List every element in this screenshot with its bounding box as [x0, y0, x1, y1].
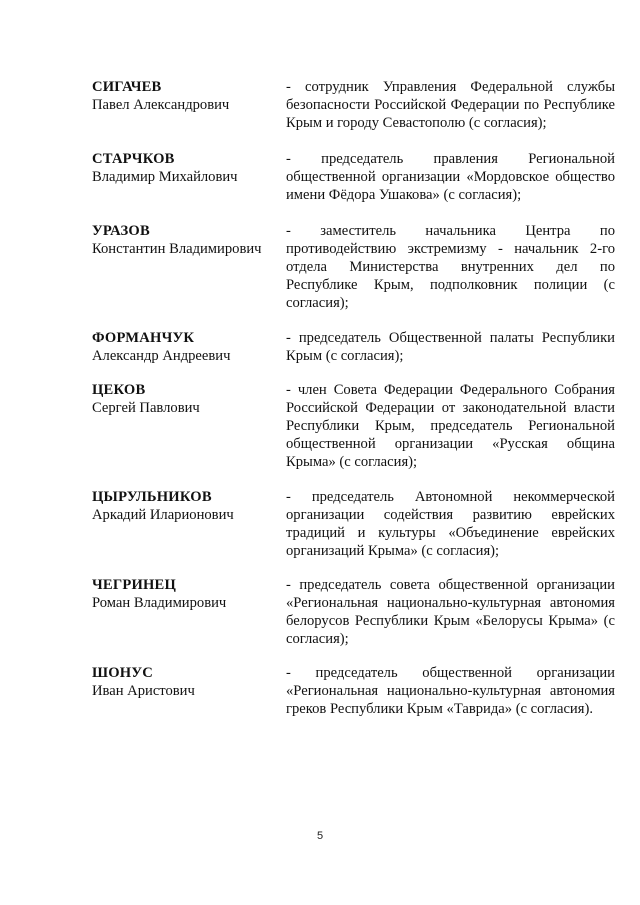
member-given-names: Роман Владимирович — [92, 595, 227, 611]
member-surname: ЦЫРУЛЬНИКОВ — [92, 489, 212, 505]
member-name-block — [92, 664, 286, 718]
member-surname: ЧЕГРИНЕЦ — [92, 577, 177, 593]
member-list — [92, 78, 615, 718]
member-entry — [92, 381, 615, 471]
member-given-names: Иван Аристович — [92, 683, 195, 699]
member-name-block — [92, 150, 286, 204]
member-entry — [92, 664, 615, 718]
member-description: - председатель Автономной некоммерческой организации содействия развитию еврейских традиций и культуры «Объединение еврейских организаций Крыма» (с согласия); — [286, 489, 615, 559]
member-name-block — [92, 576, 286, 648]
member-description: - председатель общественной организации «Региональная национально-культурная автономия греков Республики Крым «Таврида» (с согласия). — [286, 665, 615, 717]
member-surname: ШОНУС — [92, 665, 153, 681]
member-description: - председатель Общественной палаты Республики Крым (с согласия); — [286, 330, 615, 364]
member-description: - член Совета Федерации Федерального Собрания Российской Федерации от законодательной власти Республики Крым, председатель Региональной общественной организации «Русская община Крыма» (с согласия); — [286, 382, 615, 470]
member-surname: СИГАЧЕВ — [92, 79, 162, 95]
member-given-names: Сергей Павлович — [92, 400, 200, 416]
member-entry — [92, 488, 615, 560]
member-name-block — [92, 329, 286, 365]
member-surname: УРАЗОВ — [92, 223, 150, 239]
member-description: - председатель совета общественной организации «Региональная национально-культурная автономия белорусов Республики Крым «Белорусы Крыма» (с согласия); — [286, 577, 615, 647]
member-entry — [92, 78, 615, 132]
member-surname: СТАРЧКОВ — [92, 151, 175, 167]
member-given-names: Александр Андреевич — [92, 348, 231, 364]
member-entry — [92, 222, 615, 312]
member-entry — [92, 329, 615, 365]
page-number: 5 — [316, 830, 324, 842]
member-given-names: Константин Владимирович — [92, 241, 262, 257]
member-name-block — [92, 222, 286, 312]
member-description: - председатель правления Региональной общественной организации «Мордовское общество имени Фёдора Ушакова» (с согласия); — [286, 151, 615, 203]
member-surname: ЦЕКОВ — [92, 382, 146, 398]
member-entry — [92, 576, 615, 648]
member-name-block — [92, 488, 286, 560]
member-description: - сотрудник Управления Федеральной службы безопасности Российской Федерации по Республике Крым и городу Севастополю (с согласия); — [286, 79, 615, 131]
member-name-block — [92, 78, 286, 132]
member-name-block — [92, 381, 286, 471]
member-given-names: Павел Александрович — [92, 97, 230, 113]
member-description: - заместитель начальника Центра по противодействию экстремизму - начальник 2-го отдела Министерства внутренних дел по Республике Крым, подполковник полиции (с согласия); — [286, 223, 615, 311]
member-surname: ФОРМАНЧУК — [92, 330, 195, 346]
member-entry — [92, 150, 615, 204]
member-given-names: Аркадий Иларионович — [92, 507, 234, 523]
member-given-names: Владимир Михайлович — [92, 169, 238, 185]
